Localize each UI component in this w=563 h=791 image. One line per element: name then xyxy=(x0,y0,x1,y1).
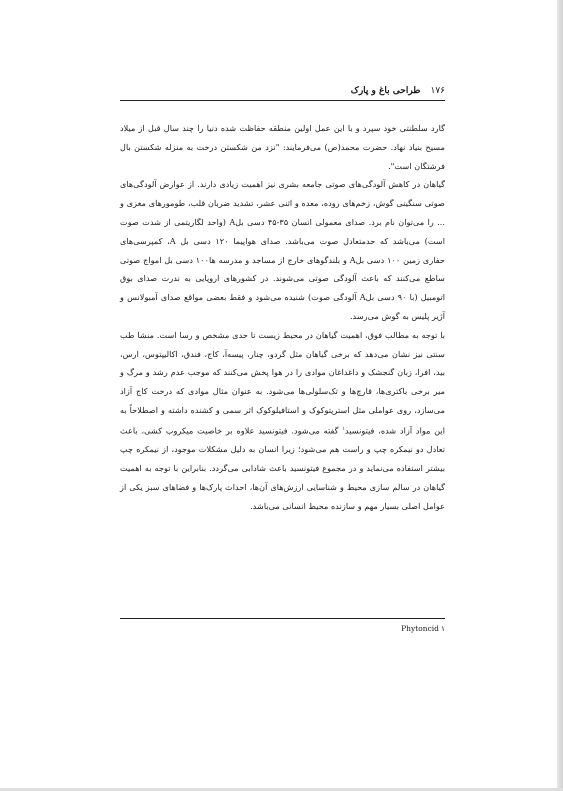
paragraph-3-continued: گفته می‌شود. فیتونسید علاوه بر خاصیت میکروب کشی، باعث تعادل دو نیمکره چپ و راست هم می‌شود؛ زیرا انسان به دلیل مشکلات موجود، از نیمکره چپ بیشتر استفاده می‌نماید و در مجموع فیتونسید باعث شادابی می‌گردد. بنابراین با توجه به اهمیت گیاهان در سالم سازی محیط و شناسایی ارزش‌های آن‌ها، احداث پارک‌ها و فضاهای سبز یکی از عوامل اصلی بسیار مهم و سازنده محیط انسانی می‌باشد. xyxy=(120,425,445,511)
page-right-edge-shadow xyxy=(557,0,563,791)
footnote-number: ۱ xyxy=(440,624,445,633)
footnote-text: Phytoncid xyxy=(401,624,439,633)
footnote xyxy=(120,624,445,633)
paragraph-1: گارد سلطنتی خود سپرد و با این عمل اولین منطقه حفاظت شده دنیا را چند سال قبل از میلاد مسیح بنیاد نهاد. حضرت محمد(ص) می‌فرمایند: "نزد من شکستن درخت به منزله شکستن بال فرشتگان است". xyxy=(120,123,445,171)
page-number: ۱۷۶ xyxy=(430,86,445,96)
running-header xyxy=(120,86,445,101)
footnote-divider xyxy=(120,618,445,619)
page-content xyxy=(120,86,445,515)
body-text xyxy=(120,119,445,515)
paragraph-2: گیاهان در کاهش آلودگی‌های صوتی جامعه بشری نیز اهمیت زیادی دارند. از عوارض آلودگی‌های صوتی سنگینی گوش، زخم‌های روده، معده و اثنی عشر، تشدید ضربان قلب، طومورهای مغزی و ... را می‌توان نام برد. صدای معمولی انسان ۳۵-۴۵ دسی بلA (واحد لگاریتمی از شدت صوت است) می‌باشد که حدمتعادل صوت می‌باشد. صدای هواپیما ۱۲۰ دسی بل A، کمپرسی‌های حفاری زمین ۱۰۰ دسی بلA و بلندگوهای خارج از مساجد و مدرسه ها۱۰۰ دسی بل امواج صوتی ساطع می‌کنند که باعث آلودگی صوتی می‌شوند. در کشورهای اروپایی به ندرت صدای بوق اتومبیل (با ۹۰ دسی بلA آلودگی صوت) شنیده می‌شود و فقط بعضی مواقع صدای آمبولانس و آژیر پلیس به گوش می‌رسد. xyxy=(120,179,446,321)
footnote-marker: ۱ xyxy=(342,425,346,432)
book-title: طراحی باغ و پارک xyxy=(350,86,421,96)
paragraph-3-text: با توجه به مطالب فوق، اهمیت گیاهان در محیط زیست تا حدی مشخص و رسا است. منشا طب سنتی نیز نشان می‌دهد که برخی گیاهان مثل گردو، چنار، پیسه‌آ، کاج، فندق، اکالیپتوس، ارس، بید، افرا، زبان گنجشک و داغداغان موادی را در هوا پخش می‌کنند که موجب عدم رشد و مرگ و میر برخی باکتری‌ها، قارچ‌ها و تک‌سلولی‌ها می‌شود. به عنوان مثال موادی که درخت کاج آزاد می‌سازد، روی عواملی مثل استرپتوکوک و استافیلوکوک اثر سمی و کشنده داشته و اصطلاحاً به این مواد آزاد شده، فیتونسید xyxy=(120,329,445,436)
paragraph-3 xyxy=(120,326,445,516)
